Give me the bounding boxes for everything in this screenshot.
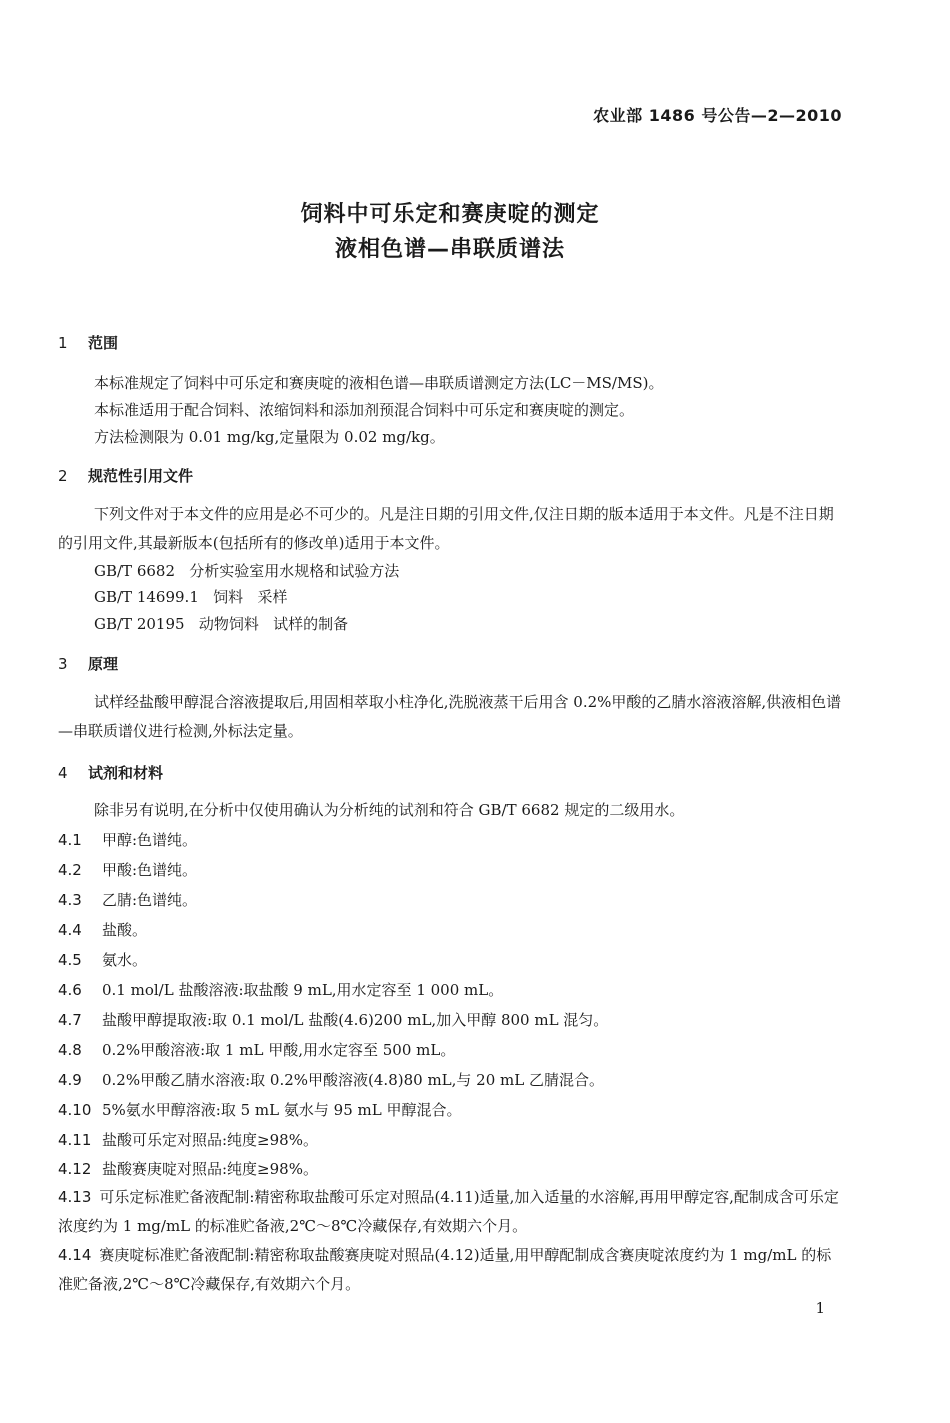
item-text: 赛庚啶标准贮备液配制:精密称取盐酸赛庚啶对照品(4.12)适量,用甲醇配制成含赛庚啶浓度约为 1 mg/mL 的标准贮备液,2℃～8℃冷藏保存,有效期六个月。 <box>58 1246 832 1293</box>
section-2-heading <box>58 465 193 486</box>
list-item <box>58 1039 455 1060</box>
item-text: 氨水。 <box>102 951 148 969</box>
item-number: 4.13 <box>58 1188 92 1206</box>
section-title: 规范性引用文件 <box>88 467 194 485</box>
paragraph: 下列文件对于本文件的应用是必不可少的。凡是注日期的引用文件,仅注日期的版本适用于本文件。凡是不注日期的引用文件,其最新版本(包括所有的修改单)适用于本文件。 <box>58 505 834 552</box>
item-number: 4.7 <box>58 1011 82 1029</box>
list-item <box>58 949 147 970</box>
item-number: 4.8 <box>58 1041 82 1059</box>
list-item <box>58 1183 843 1241</box>
item-number: 4.1 <box>58 831 82 849</box>
paragraph: 本标准适用于配合饲料、浓缩饲料和添加剂预混合饲料中可乐定和赛庚啶的测定。 <box>94 401 635 419</box>
item-text: 盐酸可乐定对照品:纯度≥98%。 <box>102 1131 318 1149</box>
standard-code: 农业部 1486 号公告—2—2010 <box>593 106 842 125</box>
item-text: 5%氨水甲醇溶液:取 5 mL 氨水与 95 mL 甲醇混合。 <box>102 1101 462 1119</box>
item-number: 4.14 <box>58 1246 92 1264</box>
item-text: 盐酸。 <box>102 921 148 939</box>
list-item <box>58 859 197 880</box>
document-title: 饲料中可乐定和赛庚啶的测定 <box>300 202 600 227</box>
list-item <box>58 919 147 940</box>
reference-item: GB/T 6682 分析实验室用水规格和试验方法 <box>94 562 400 580</box>
item-number: 4.9 <box>58 1071 82 1089</box>
reference-item: GB/T 14699.1 饲料 采样 <box>94 588 288 606</box>
section-number: 3 <box>58 655 68 673</box>
section-4-heading <box>58 762 163 783</box>
item-text: 甲醇:色谱纯。 <box>102 831 198 849</box>
document-subtitle: 液相色谱—串联质谱法 <box>334 237 565 262</box>
item-number: 4.5 <box>58 951 82 969</box>
list-item <box>58 1158 318 1179</box>
paragraph: 试样经盐酸甲醇混合溶液提取后,用固相萃取小柱净化,洗脱液蒸干后用含 0.2%甲酸的乙腈水溶液溶解,供液相色谱—串联质谱仪进行检测,外标法定量。 <box>58 693 842 740</box>
section-3-heading <box>58 653 118 674</box>
item-number: 4.6 <box>58 981 82 999</box>
list-item <box>58 1099 461 1120</box>
item-number: 4.10 <box>58 1101 92 1119</box>
section-title: 范围 <box>88 334 119 352</box>
paragraph: 除非另有说明,在分析中仅使用确认为分析纯的试剂和符合 GB/T 6682 规定的二级用水。 <box>94 801 685 819</box>
item-number: 4.12 <box>58 1160 92 1178</box>
item-number: 4.2 <box>58 861 82 879</box>
item-text: 乙腈:色谱纯。 <box>102 891 198 909</box>
list-item <box>58 829 197 850</box>
paragraph: 方法检测限为 0.01 mg/kg,定量限为 0.02 mg/kg。 <box>94 428 445 446</box>
item-number: 4.4 <box>58 921 82 939</box>
item-text: 甲酸:色谱纯。 <box>102 861 198 879</box>
item-text: 可乐定标准贮备液配制:精密称取盐酸可乐定对照品(4.11)适量,加入适量的水溶解,再用甲醇定容,配制成含可乐定浓度约为 1 mg/mL 的标准贮备液,2℃～8℃冷藏保存,有效期六个月。 <box>58 1188 839 1235</box>
reference-item: GB/T 20195 动物饲料 试样的制备 <box>94 615 349 633</box>
page-number: 1 <box>815 1299 825 1317</box>
item-text: 0.2%甲酸溶液:取 1 mL 甲酸,用水定容至 500 mL。 <box>102 1041 456 1059</box>
item-text: 0.1 mol/L 盐酸溶液:取盐酸 9 mL,用水定容至 1 000 mL。 <box>102 981 504 999</box>
list-item <box>58 1129 318 1150</box>
section-number: 2 <box>58 467 68 485</box>
list-item <box>58 979 503 1000</box>
section-number: 4 <box>58 764 68 782</box>
section-1-heading <box>58 332 118 353</box>
list-item <box>58 1009 608 1030</box>
section-title: 试剂和材料 <box>88 764 164 782</box>
item-number: 4.11 <box>58 1131 92 1149</box>
section-title: 原理 <box>88 655 119 673</box>
item-text: 盐酸赛庚啶对照品:纯度≥98%。 <box>102 1160 318 1178</box>
list-item <box>58 889 197 910</box>
list-item <box>58 1241 843 1299</box>
item-text: 0.2%甲酸乙腈水溶液:取 0.2%甲酸溶液(4.8)80 mL,与 20 mL 乙腈混合。 <box>102 1071 604 1089</box>
paragraph: 本标准规定了饲料中可乐定和赛庚啶的液相色谱—串联质谱测定方法(LC－MS/MS)。 <box>94 374 664 392</box>
item-text: 盐酸甲醇提取液:取 0.1 mol/L 盐酸(4.6)200 mL,加入甲醇 800 mL 混匀。 <box>102 1011 609 1029</box>
list-item <box>58 1069 604 1090</box>
section-number: 1 <box>58 334 68 352</box>
item-number: 4.3 <box>58 891 82 909</box>
